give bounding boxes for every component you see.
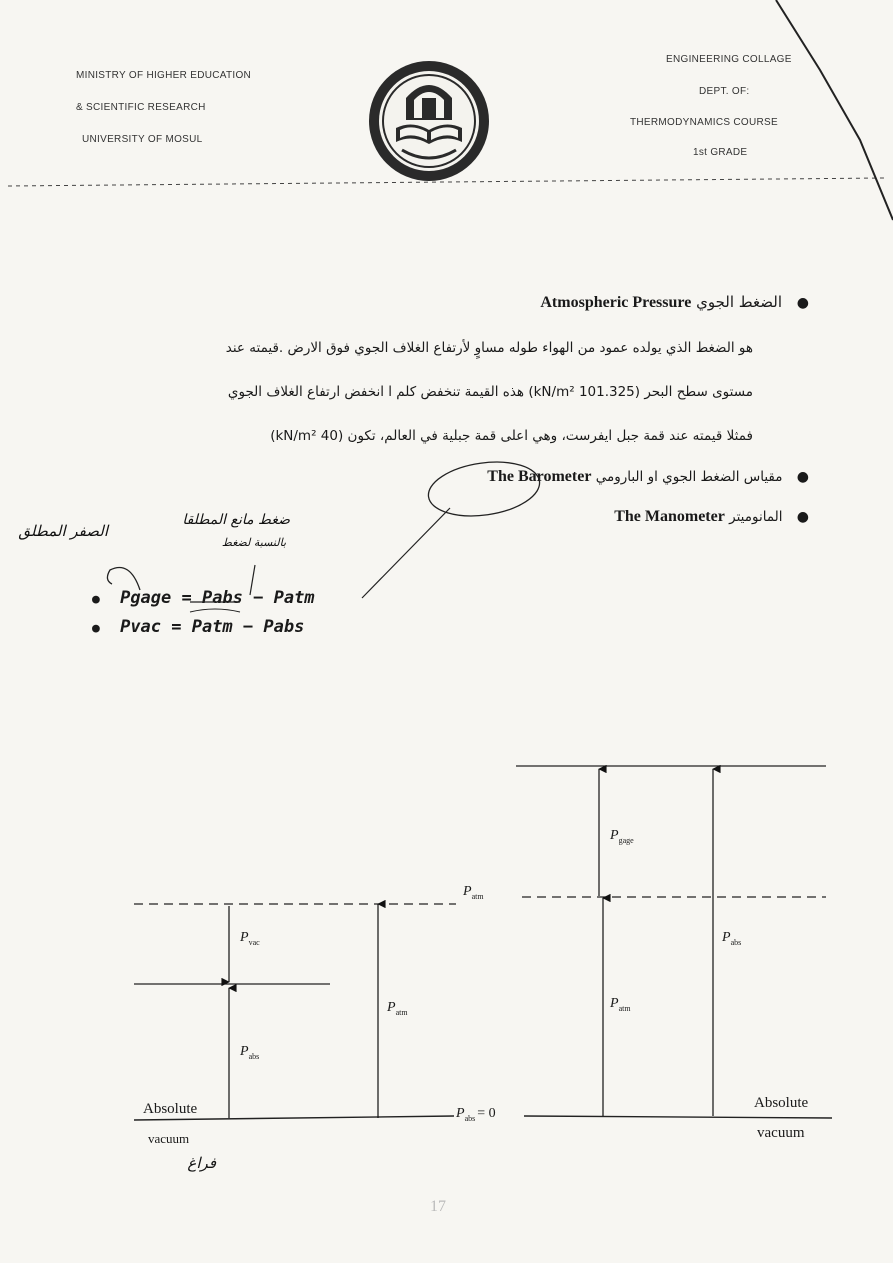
page-number: 17: [430, 1198, 446, 1215]
handwritten-note-relative: بالنسبة لضغط: [221, 536, 286, 549]
label-absolute-left: Absolute: [143, 1101, 198, 1117]
label-p-abs-zero: $P_{abs} = 0$: [456, 1106, 496, 1123]
label-p-abs-left: $P_{abs}$: [240, 1044, 260, 1061]
header-left-line3: UNIVERSITY OF MOSUL: [82, 134, 203, 145]
paragraph-line-1: هو الضغط الذي يولده عمود من الهواء طوله مساوٍ لأرتفاع الغلاف الجوي فوق الارض .قيمته عند: [225, 340, 753, 356]
formula-gage: Pgage = Pabs − Patm: [120, 588, 315, 608]
bullet-icon: ●: [92, 592, 100, 607]
header-left-line2: & SCIENTIFIC RESEARCH: [76, 102, 206, 113]
manometer-label-en: The Manometer: [614, 508, 725, 525]
header-right-line2: DEPT. OF:: [699, 86, 750, 97]
section-title-en: Atmospheric Pressure: [540, 294, 692, 311]
formula-vac: Pvac = Patm − Pabs: [120, 617, 305, 637]
header-right-line4: 1st GRADE: [693, 147, 748, 158]
section-title-ar: الضغط الجوي: [696, 293, 782, 311]
bullet-icon: ●: [796, 295, 809, 311]
header-right-line3: THERMODYNAMICS COURSE: [630, 117, 778, 128]
paragraph-line-3: فمثلا قيمته عند قمة جبل ايفرست، وهي اعلى قمة جبلية في العالم، تكون (40 kN/m²): [270, 428, 753, 444]
bullet-icon: ●: [796, 509, 809, 525]
label-vacuum-left: vacuum: [148, 1131, 190, 1146]
bullet-icon: ●: [796, 469, 809, 485]
manometer-label-ar: المانوميتر: [729, 509, 783, 525]
label-p-atm-mid: $P_{atm}$: [463, 884, 484, 901]
label-p-gage: $P_{gage}$: [610, 828, 634, 845]
label-p-vac: $P_{vac}$: [240, 930, 260, 947]
label-absolute-right: Absolute: [754, 1095, 809, 1111]
barometer-label-ar: مقياس الضغط الجوي او البارومي: [595, 469, 783, 485]
header-left-line1: MINISTRY OF HIGHER EDUCATION: [76, 70, 252, 81]
handwritten-note-vacuum: فراغ: [187, 1154, 216, 1172]
label-p-abs-right: $P_{abs}$: [722, 930, 742, 947]
label-p-atm-left: $P_{atm}$: [387, 1000, 408, 1017]
bullet-icon: ●: [92, 621, 100, 636]
handwritten-note-pressure: ضغط مانع المطلقا: [182, 512, 290, 528]
paragraph-line-2: مستوى سطح البحر (101.325 kN/m²) هذه القيمة تنخفض كلم ا انخفض ارتفاع الغلاف الجوي: [227, 384, 753, 400]
label-vacuum-right: vacuum: [757, 1125, 805, 1141]
header-right-line1: ENGINEERING COLLAGE: [666, 54, 792, 65]
label-p-atm-right: $P_{atm}$: [610, 996, 631, 1013]
handwritten-note-absolute-zero: الصفر المطلق: [18, 522, 108, 540]
barometer-label-en: The Barometer: [487, 468, 592, 485]
zero-line-right: [524, 1116, 832, 1118]
